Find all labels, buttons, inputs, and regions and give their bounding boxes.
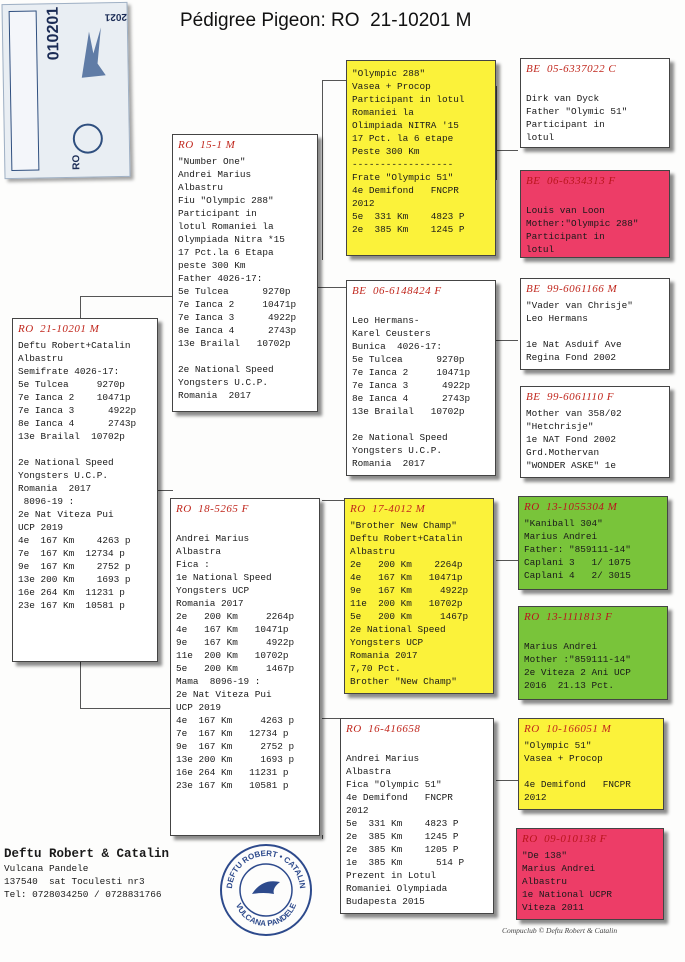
ring-number: BE 06-6334313 F xyxy=(526,175,616,187)
ring-number: RO 21-10201 M xyxy=(18,323,100,335)
card-line: 13e 200 Km 1693 p xyxy=(18,574,131,585)
connector xyxy=(322,80,346,81)
card-line: 9e 167 Km 4922p xyxy=(176,637,295,648)
card-line: 2012 xyxy=(346,805,369,816)
card-line: 9e 167 Km 2752 p xyxy=(176,741,295,752)
card-line: lotul xyxy=(526,244,555,255)
owner-line: 137540 sat Toculesti nr3 xyxy=(4,876,145,887)
card-ggp-mmm xyxy=(516,828,664,920)
ring-number: RO 16-416658 xyxy=(346,723,421,735)
owner-info xyxy=(4,846,169,901)
card-line xyxy=(18,443,152,456)
card-line: Yongsters U.C.P. xyxy=(352,445,443,456)
certificate-band xyxy=(9,11,40,171)
card-line: Yongsters U.C.P. xyxy=(18,470,109,481)
card-line: 23e 167 Km 10581 p xyxy=(18,600,125,611)
card-line: 7e 167 Km 12734 p xyxy=(176,728,289,739)
card-line: 2e National Speed xyxy=(352,432,448,443)
card-maternal-grandmother xyxy=(340,718,494,914)
card-line: 8e Ianca 4 2743p xyxy=(352,393,471,404)
pigeon-icon xyxy=(252,881,280,894)
card-line: Romaniei la xyxy=(352,107,414,118)
card-line: Father "Olymic 51" xyxy=(526,106,628,117)
card-line: 16e 264 Km 11231 p xyxy=(18,587,125,598)
card-line: 7e Ianca 2 10471p xyxy=(178,299,297,310)
card-line: 11e 200 Km 10702p xyxy=(350,598,463,609)
card-line: Vasea + Procop xyxy=(352,81,431,92)
connector xyxy=(318,287,346,288)
card-line: 5e 331 Km 4823 P xyxy=(346,818,459,829)
card-line: Andrei Marius xyxy=(176,533,250,544)
connector xyxy=(322,500,346,501)
card-line xyxy=(178,350,312,363)
card-line: Romania 2017 xyxy=(176,598,244,609)
card-line: Deftu Robert+Catalin xyxy=(18,340,131,351)
ring-number: BE 05-6337022 C xyxy=(526,63,617,75)
card-mother xyxy=(170,498,320,836)
card-line: 1e Nat Asduif Ave xyxy=(526,339,622,350)
card-line: 5e Tulcea 9270p xyxy=(352,354,465,365)
connector xyxy=(322,80,323,260)
card-line: 4e 167 Km 10471p xyxy=(350,572,463,583)
card-line: 7e Ianca 3 4922p xyxy=(178,312,297,323)
card-line: Semifrate 4026-17: xyxy=(18,366,120,377)
card-line: 7e Ianca 3 4922p xyxy=(352,380,471,391)
card-line: Dirk van Dyck xyxy=(526,93,600,104)
card-father xyxy=(172,134,318,412)
card-line: Albastru xyxy=(18,353,64,364)
card-line: 4e Demifond FNCPR xyxy=(524,779,631,790)
card-line: Leo Hermans xyxy=(526,313,588,324)
card-line: 7e Ianca 3 4922p xyxy=(18,405,137,416)
card-line: 4e 167 Km 4263 p xyxy=(18,535,131,546)
card-ggp-mmf xyxy=(518,718,664,810)
connector xyxy=(80,708,172,709)
card-line: lotul Romaniei la xyxy=(178,221,274,232)
card-line: 2e 200 Km 2264p xyxy=(350,559,463,570)
ring-number: RO 10-166051 M xyxy=(524,723,612,735)
card-line xyxy=(524,765,658,778)
card-line: Marius Andrei xyxy=(524,641,598,652)
card-line: "Number One" xyxy=(178,156,246,167)
card-line: 8096-19 : xyxy=(18,496,75,507)
card-line: "WONDER ASKE" 1e xyxy=(526,460,617,471)
card-line: 5e 200 Km 1467p xyxy=(176,663,295,674)
card-line: Frate "Olympic 51" xyxy=(352,172,454,183)
card-line: 1e National UCPR xyxy=(522,889,613,900)
card-paternal-grandfather xyxy=(346,60,496,256)
connector xyxy=(80,662,81,708)
card-line xyxy=(526,191,664,204)
card-line: UCP 2019 xyxy=(18,522,64,533)
card-line: 13e Brailal 10702p xyxy=(178,338,291,349)
card-line: "Olympic 51" xyxy=(524,740,592,751)
card-line: Regina Fond 2002 xyxy=(526,352,617,363)
card-line: "Vader van Chrisje" xyxy=(526,300,633,311)
card-line: 2e Nat Viteza Pui xyxy=(18,509,114,520)
connector xyxy=(157,490,173,491)
footer-credit: Compuclub © Deftu Robert & Catalin xyxy=(502,926,618,935)
card-line: 4e 167 Km 10471p xyxy=(176,624,289,635)
card-line: Romania 2017 xyxy=(18,483,92,494)
card-line: Grd.Mothervan xyxy=(526,447,600,458)
connector xyxy=(496,86,497,176)
card-line: Albastra xyxy=(346,766,392,777)
ring-number: RO 17-4012 M xyxy=(350,503,426,515)
ring-number: RO 15-1 M xyxy=(178,139,236,151)
connector xyxy=(496,780,518,781)
card-line: 13e 200 Km 1693 p xyxy=(176,754,295,765)
stamp-bottom-text: VULCANA PANDELE xyxy=(233,901,299,929)
card-line: Fiu "Olympic 288" xyxy=(178,195,274,206)
card-line: Yongsters U.C.P. xyxy=(178,377,269,388)
card-line: Father: "859111-14" xyxy=(524,544,631,555)
card-line: Fica : xyxy=(176,559,210,570)
card-line: 5e 200 Km 1467p xyxy=(350,611,469,622)
card-line: 2e National Speed xyxy=(18,457,114,468)
card-line: 13e Brailal 10702p xyxy=(18,431,125,442)
ring-number: BE 99-6061110 F xyxy=(526,391,614,403)
svg-text:VULCANA PANDELE xyxy=(234,901,299,928)
card-line: "De 138" xyxy=(522,850,568,861)
card-line: Participant in xyxy=(178,208,257,219)
card-line: 17 Pct. la 6 etape xyxy=(352,133,454,144)
card-line: 2e National Speed xyxy=(178,364,274,375)
card-line: "Brother New Champ" xyxy=(350,520,457,531)
card-line: Fica "Olympic 51" xyxy=(346,779,442,790)
card-line: Andrei Marius xyxy=(346,753,420,764)
card-line: 1e National Speed xyxy=(176,572,272,583)
card-line: Caplani 4 2/ 3015 xyxy=(524,570,631,581)
card-maternal-grandfather xyxy=(344,498,494,694)
card-line: Andrei Marius xyxy=(178,169,252,180)
ring-certificate xyxy=(1,2,130,179)
certificate-year: 2021 xyxy=(104,10,128,23)
card-line: Mother:"Olympic 288" xyxy=(526,218,639,229)
card-line: Olimpiada NITRA '15 xyxy=(352,120,459,131)
card-line: 2e 385 Km 1245 P xyxy=(346,831,459,842)
card-line xyxy=(346,739,488,752)
card-line: 5e Tulcea 9270p xyxy=(18,379,125,390)
connector xyxy=(322,835,323,839)
card-line: 23e 167 Km 10581 p xyxy=(176,780,289,791)
card-line: Albastru xyxy=(522,876,568,887)
card-line: Participant in lotul xyxy=(352,94,465,105)
card-line: 17 Pct.la 6 Etapa xyxy=(178,247,274,258)
card-line: 2e 200 Km 2264p xyxy=(176,611,295,622)
card-line: Romania 2017 xyxy=(350,650,418,661)
card-line: 11e 200 Km 10702p xyxy=(176,650,289,661)
card-line: 5e Tulcea 9270p xyxy=(178,286,291,297)
loft-stamp-icon xyxy=(218,842,314,938)
card-line: 2e 385 Km 1245 P xyxy=(352,224,465,235)
connector xyxy=(80,296,172,297)
pigeon-logo-icon xyxy=(75,23,110,84)
connector xyxy=(496,340,518,341)
card-line: ------------------ xyxy=(352,159,454,170)
card-line: 7,70 Pct. xyxy=(350,663,401,674)
ring-number: RO 13-1111813 F xyxy=(524,611,613,623)
card-line: Albastra xyxy=(176,546,222,557)
card-line: 8e Ianca 4 2743p xyxy=(18,418,137,429)
card-line: Marius Andrei xyxy=(522,863,596,874)
page-title: Pédigree Pigeon: RO 21-10201 M xyxy=(180,10,472,31)
card-line: Participant in xyxy=(526,231,605,242)
card-line: Deftu Robert+Catalin xyxy=(350,533,463,544)
card-line: Bunica 4026-17: xyxy=(352,341,443,352)
card-line xyxy=(176,519,314,532)
card-line: lotul xyxy=(526,132,555,143)
ring-number: BE 06-6148424 F xyxy=(352,285,442,297)
card-ggp-fmm xyxy=(520,386,670,478)
card-line: 2e Viteza 2 Ani UCP xyxy=(524,667,631,678)
card-line: 1e NAT Fond 2002 xyxy=(526,434,617,445)
card-ggp-ffm xyxy=(520,170,670,258)
card-line: 8e Ianca 4 2743p xyxy=(178,325,297,336)
card-line: 4e Demifond FNCPR xyxy=(346,792,453,803)
connector xyxy=(496,150,518,151)
card-line: 16e 264 Km 11231 p xyxy=(176,767,289,778)
card-line: Mother van 358/02 xyxy=(526,408,622,419)
card-line xyxy=(526,79,664,92)
card-line: Leo Hermans- xyxy=(352,315,420,326)
card-line xyxy=(352,418,490,431)
card-line: Prezent in Lotul xyxy=(346,870,437,881)
ring-number: RO 09-010138 F xyxy=(522,833,607,845)
owner-line: Vulcana Pandele xyxy=(4,863,89,874)
card-line xyxy=(526,325,664,338)
card-line: 9e 167 Km 2752 p xyxy=(18,561,131,572)
card-line: Albastru xyxy=(350,546,396,557)
card-line: Mother :"859111-14" xyxy=(524,654,631,665)
card-line: Caplani 3 1/ 1075 xyxy=(524,557,631,568)
card-line: 4e Demifond FNCPR xyxy=(352,185,459,196)
card-line: Romania 2017 xyxy=(178,390,252,401)
card-line: 7e Ianca 2 10471p xyxy=(18,392,131,403)
card-line: 2e 385 Km 1205 P xyxy=(346,844,459,855)
certificate-seal-icon xyxy=(73,123,104,154)
card-line: Marius Andrei xyxy=(524,531,598,542)
card-line xyxy=(352,301,490,314)
certificate-country: RO xyxy=(71,154,83,170)
owner-name: Deftu Robert & Catalin xyxy=(4,847,170,861)
card-line: Albastru xyxy=(178,182,224,193)
card-line: Romaniei Olympiada xyxy=(346,883,448,894)
ring-number: RO 13-1055304 M xyxy=(524,501,618,513)
card-line: 7e 167 Km 12734 p xyxy=(18,548,125,559)
card-ggp-fmf xyxy=(520,278,670,370)
card-line: 7e Ianca 2 10471p xyxy=(352,367,471,378)
card-line: "Kaniball 304" xyxy=(524,518,603,529)
card-ggp-mfm xyxy=(518,606,668,700)
certificate-ring-number: 010201 xyxy=(44,6,63,61)
card-line: Father 4026-17: xyxy=(178,273,263,284)
card-line: Budapesta 2015 xyxy=(346,896,425,907)
card-line: "Hetchrisje" xyxy=(526,421,594,432)
card-ggp-mff xyxy=(518,496,668,590)
card-paternal-grandmother xyxy=(346,280,496,476)
ring-number: RO 18-5265 F xyxy=(176,503,249,515)
card-line: Brother "New Champ" xyxy=(350,676,457,687)
card-line: 2016 21.13 Pct. xyxy=(524,680,615,691)
card-line: Yongsters UCP xyxy=(176,585,250,596)
card-line xyxy=(524,627,662,640)
card-line: Viteza 2011 xyxy=(522,902,584,913)
card-line: Vasea + Procop xyxy=(524,753,603,764)
ring-number: BE 99-6061166 M xyxy=(526,283,618,295)
card-line: 4e 167 Km 4263 p xyxy=(176,715,295,726)
card-line: Participant in xyxy=(526,119,605,130)
card-line: 1e 385 Km 514 P xyxy=(346,857,465,868)
card-line: 5e 331 Km 4823 P xyxy=(352,211,465,222)
card-line: Yongsters UCP xyxy=(350,637,424,648)
card-ggp-fff xyxy=(520,58,670,148)
card-line: UCP 2019 xyxy=(176,702,222,713)
card-line: 9e 167 Km 4922p xyxy=(350,585,469,596)
card-line: Karel Ceusters xyxy=(352,328,431,339)
owner-line: Tel: 0728034250 / 0728831766 xyxy=(4,889,162,900)
card-main-pigeon xyxy=(12,318,158,662)
card-line: 2012 xyxy=(524,792,547,803)
card-line: Louis van Loon xyxy=(526,205,605,216)
card-line: 2012 xyxy=(352,198,375,209)
card-line: Romania 2017 xyxy=(352,458,426,469)
card-line: 13e Brailal 10702p xyxy=(352,406,465,417)
stamp-top-text: DEFTU ROBERT • CATALIN xyxy=(224,848,308,889)
card-line: 2e Nat Viteza Pui xyxy=(176,689,272,700)
card-line: Olympiada Nitra *15 xyxy=(178,234,285,245)
connector xyxy=(496,560,518,561)
card-line: peste 300 Km xyxy=(178,260,246,271)
card-line: Peste 300 Km xyxy=(352,146,420,157)
card-line: 2e National Speed xyxy=(350,624,446,635)
card-line: Mama 8096-19 : xyxy=(176,676,261,687)
card-line: "Olympic 288" xyxy=(352,68,426,79)
